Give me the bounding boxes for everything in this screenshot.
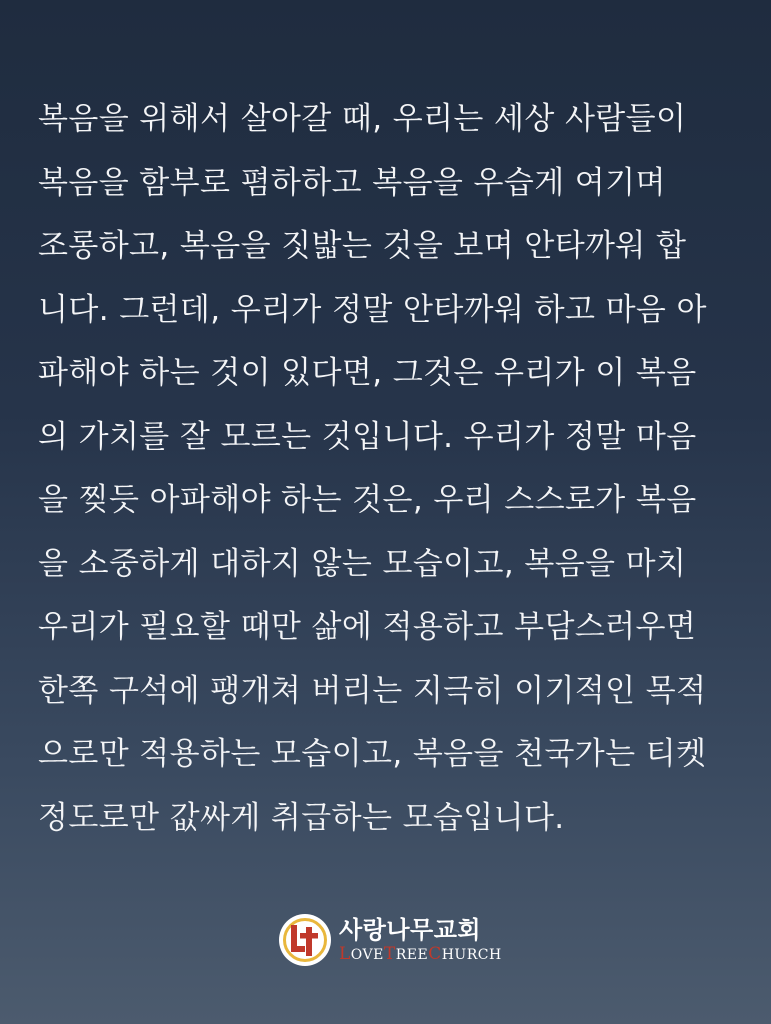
quote-line: 정도로만 값싸게 취급하는 모습입니다. <box>38 799 565 836</box>
church-name-korean: 사랑나무교회 <box>339 915 482 944</box>
quote-line: 니다. 그런데, 우리가 정말 안타까워 하고 마음 아 <box>38 291 707 328</box>
quote-line: 파해야 하는 것이 있다면, 그것은 우리가 이 복음 <box>38 355 697 391</box>
quote-line: 조롱하고, 복음을 짓밟는 것을 보며 안타까워 합 <box>38 228 687 264</box>
quote-line: 의 가치를 잘 모르는 것입니다. 우리가 정말 마음 <box>38 418 697 455</box>
quote-line: 복음을 함부로 폄하하고 복음을 우습게 여기며 <box>38 164 666 201</box>
quote-line: 을 찢듯 아파해야 하는 것은, 우리 스스로가 복음 <box>38 482 697 518</box>
quote-line: 을 소중하게 대하지 않는 모습이고, 복음을 마치 <box>38 545 687 582</box>
church-logo <box>277 912 502 968</box>
church-name-english-letter: T <box>383 943 396 964</box>
church-name-english-letter: L <box>339 943 351 964</box>
quote-line: 으로만 적용하는 모습이고, 복음을 천국가는 티켓 <box>38 736 707 772</box>
lt-cross-logo-icon <box>277 912 333 968</box>
church-name-english-letter: C <box>428 943 442 964</box>
quote-line: 우리가 필요할 때만 삶에 적용하고 부담스러우면 <box>38 609 697 645</box>
quote-line: 복음을 위해서 살아갈 때, 우리는 세상 사람들이 <box>38 101 687 137</box>
quote-line: 한쪽 구석에 팽개쳐 버리는 지극히 이기적인 목적 <box>38 672 707 709</box>
church-name-english: LOVETREECHURCH <box>339 943 502 964</box>
quote-text <box>38 88 738 850</box>
